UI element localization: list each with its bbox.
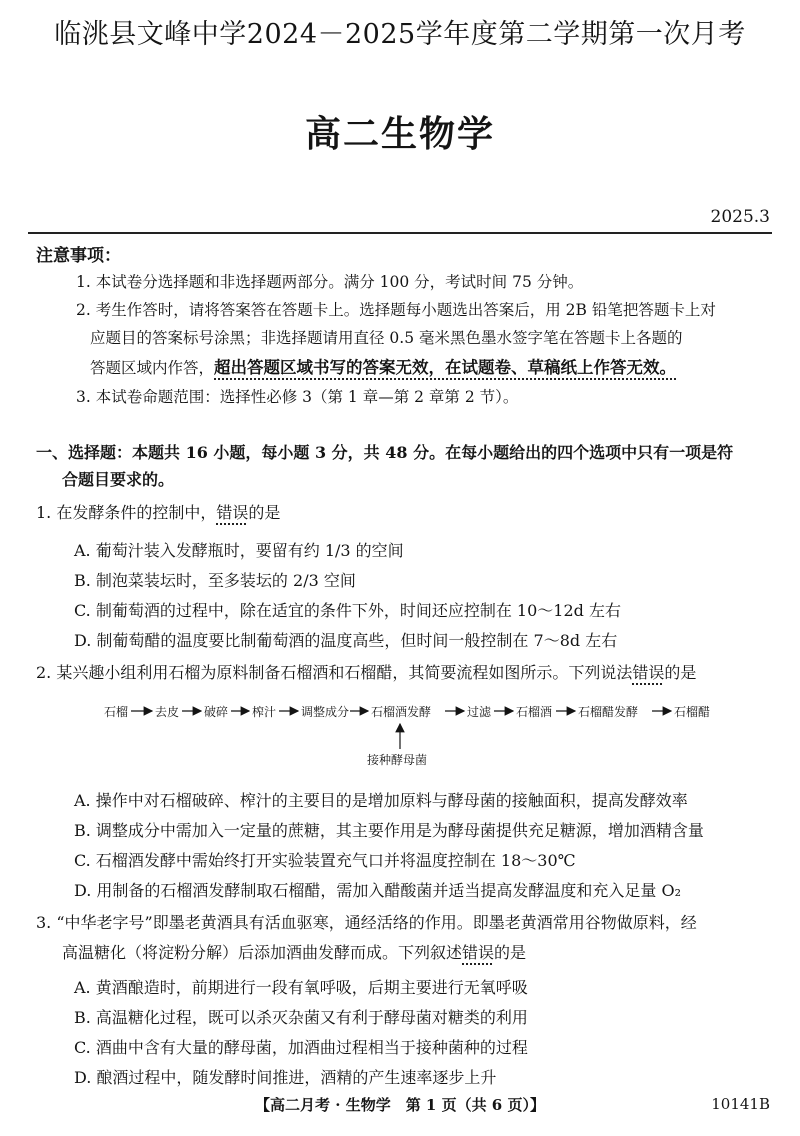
question-1-stem-text: 1. 在发酵条件的控制中， — [36, 503, 217, 522]
question-3-stem-line-1: 3. “中华老字号”即墨老黄酒具有活血驱寒，通经活络的作用。即墨老黄酒常用谷物做原料，经 — [36, 913, 697, 932]
flow-step-10: 石榴醋 — [674, 705, 711, 719]
flow-step-8: 石榴酒 — [516, 705, 553, 719]
question-1-option-a: A. 葡萄汁装入发酵瓶时，要留有约 1/3 的空间 — [74, 541, 404, 560]
exam-date: 2025.3 — [710, 207, 770, 227]
notice-item-1: 1. 本试卷分选择题和非选择题两部分。满分 100 分，考试时间 75 分钟。 — [76, 273, 584, 291]
notice-item-2-line-3-plain: 答题区域内作答， — [90, 359, 215, 377]
header-divider — [28, 232, 772, 234]
question-1-emphasis: 错误 — [216, 503, 249, 522]
notice-heading: 注意事项： — [36, 246, 121, 266]
question-2-stem-tail: 的是 — [664, 663, 697, 682]
question-2-option-d: D. 用制备的石榴酒发酵制取石榴醋，需加入醋酸菌并适当提高发酵温度和充入足量 O₂ — [74, 881, 682, 900]
question-3-option-c: C. 酒曲中含有大量的酵母菌，加酒曲过程相当于接种菌种的过程 — [74, 1038, 528, 1057]
flow-input-yeast: 接种酵母菌 — [367, 753, 428, 767]
flow-step-4: 榨汁 — [252, 705, 277, 719]
flow-step-7: 过滤 — [467, 705, 492, 719]
subject-title: 高二生物学 — [304, 113, 495, 155]
notice-item-2-line-2: 应题目的答案标号涂黑；非选择题请用直径 0.5 毫米黑色墨水签字笔在答题卡上各题的 — [90, 329, 683, 347]
question-3-option-b: B. 高温糖化过程，既可以杀灭杂菌又有利于酵母菌对糖类的利用 — [74, 1008, 528, 1027]
page-footer: 【高二月考 · 生物学 第 1 页（共 6 页）】 — [255, 1096, 545, 1114]
question-3-stem-text: 高温糖化（将淀粉分解）后添加酒曲发酵而成。下列叙述 — [62, 943, 463, 962]
section-heading-line-1: 一、选择题：本题共 16 小题，每小题 3 分，共 48 分。在每小题给出的四个选项中只有一项是符 — [36, 443, 734, 462]
notice-item-2-line-1: 2. 考生作答时，请将答案答在答题卡上。选择题每小题选出答案后，用 2B 铅笔把答题卡上对 — [76, 301, 716, 319]
question-3-option-d: D. 酿酒过程中，随发酵时间推进，酒精的产生速率逐步上升 — [74, 1068, 497, 1087]
flow-step-2: 去皮 — [155, 705, 180, 719]
question-3-option-a: A. 黄酒酿造时，前期进行一段有氧呼吸，后期主要进行无氧呼吸 — [74, 978, 528, 997]
section-heading-line-2: 合题目要求的。 — [62, 470, 175, 489]
process-flow-diagram — [0, 694, 800, 774]
question-1-option-d: D. 制葡萄醋的温度要比制葡萄酒的温度高些，但时间一般控制在 7～8d 左右 — [74, 631, 618, 650]
flow-step-9: 石榴醋发酵 — [578, 705, 639, 719]
question-2-stem-text: 2. 某兴趣小组利用石榴为原料制备石榴酒和石榴醋，其简要流程如图所示。下列说法 — [36, 663, 633, 682]
question-3-stem-tail: 的是 — [494, 943, 527, 962]
question-2-option-a: A. 操作中对石榴破碎、榨汁的主要目的是增加原料与酵母菌的接触面积，提高发酵效率 — [74, 791, 688, 810]
question-2-option-c: C. 石榴酒发酵中需始终打开实验装置充气口并将温度控制在 18～30℃ — [74, 851, 576, 870]
question-2-stem — [36, 660, 696, 683]
notice-item-2-line-3 — [90, 354, 676, 378]
notice-warning-emphasis: 超出答题区域书写的答案无效，在试题卷、草稿纸上作答无效。 — [214, 358, 677, 377]
notice-item-3: 3. 本试卷命题范围：选择性必修 3（第 1 章—第 2 章第 2 节）。 — [76, 388, 519, 406]
question-1-option-c: C. 制葡萄酒的过程中，除在适宜的条件下外，时间还应控制在 10～12d 左右 — [74, 601, 621, 620]
flow-step-3: 破碎 — [204, 705, 229, 719]
flow-step-6: 石榴酒发酵 — [371, 705, 432, 719]
question-2-emphasis: 错误 — [632, 663, 665, 682]
flow-step-1: 石榴 — [104, 705, 129, 719]
question-3-emphasis: 错误 — [462, 943, 495, 962]
question-2-option-b: B. 调整成分中需加入一定量的蔗糖，其主要作用是为酵母菌提供充足糖源，增加酒精含量 — [74, 821, 704, 840]
question-1-option-b: B. 制泡菜装坛时，至多装坛的 2/3 空间 — [74, 571, 356, 590]
question-1-stem-tail: 的是 — [248, 503, 281, 522]
question-3-stem-line-2 — [62, 940, 526, 963]
paper-code: 10141B — [711, 1095, 770, 1113]
flow-step-5: 调整成分 — [301, 705, 350, 719]
question-1-stem — [36, 500, 280, 523]
exam-title: 临洮县文峰中学2024－2025学年度第二学期第一次月考 — [54, 19, 746, 50]
